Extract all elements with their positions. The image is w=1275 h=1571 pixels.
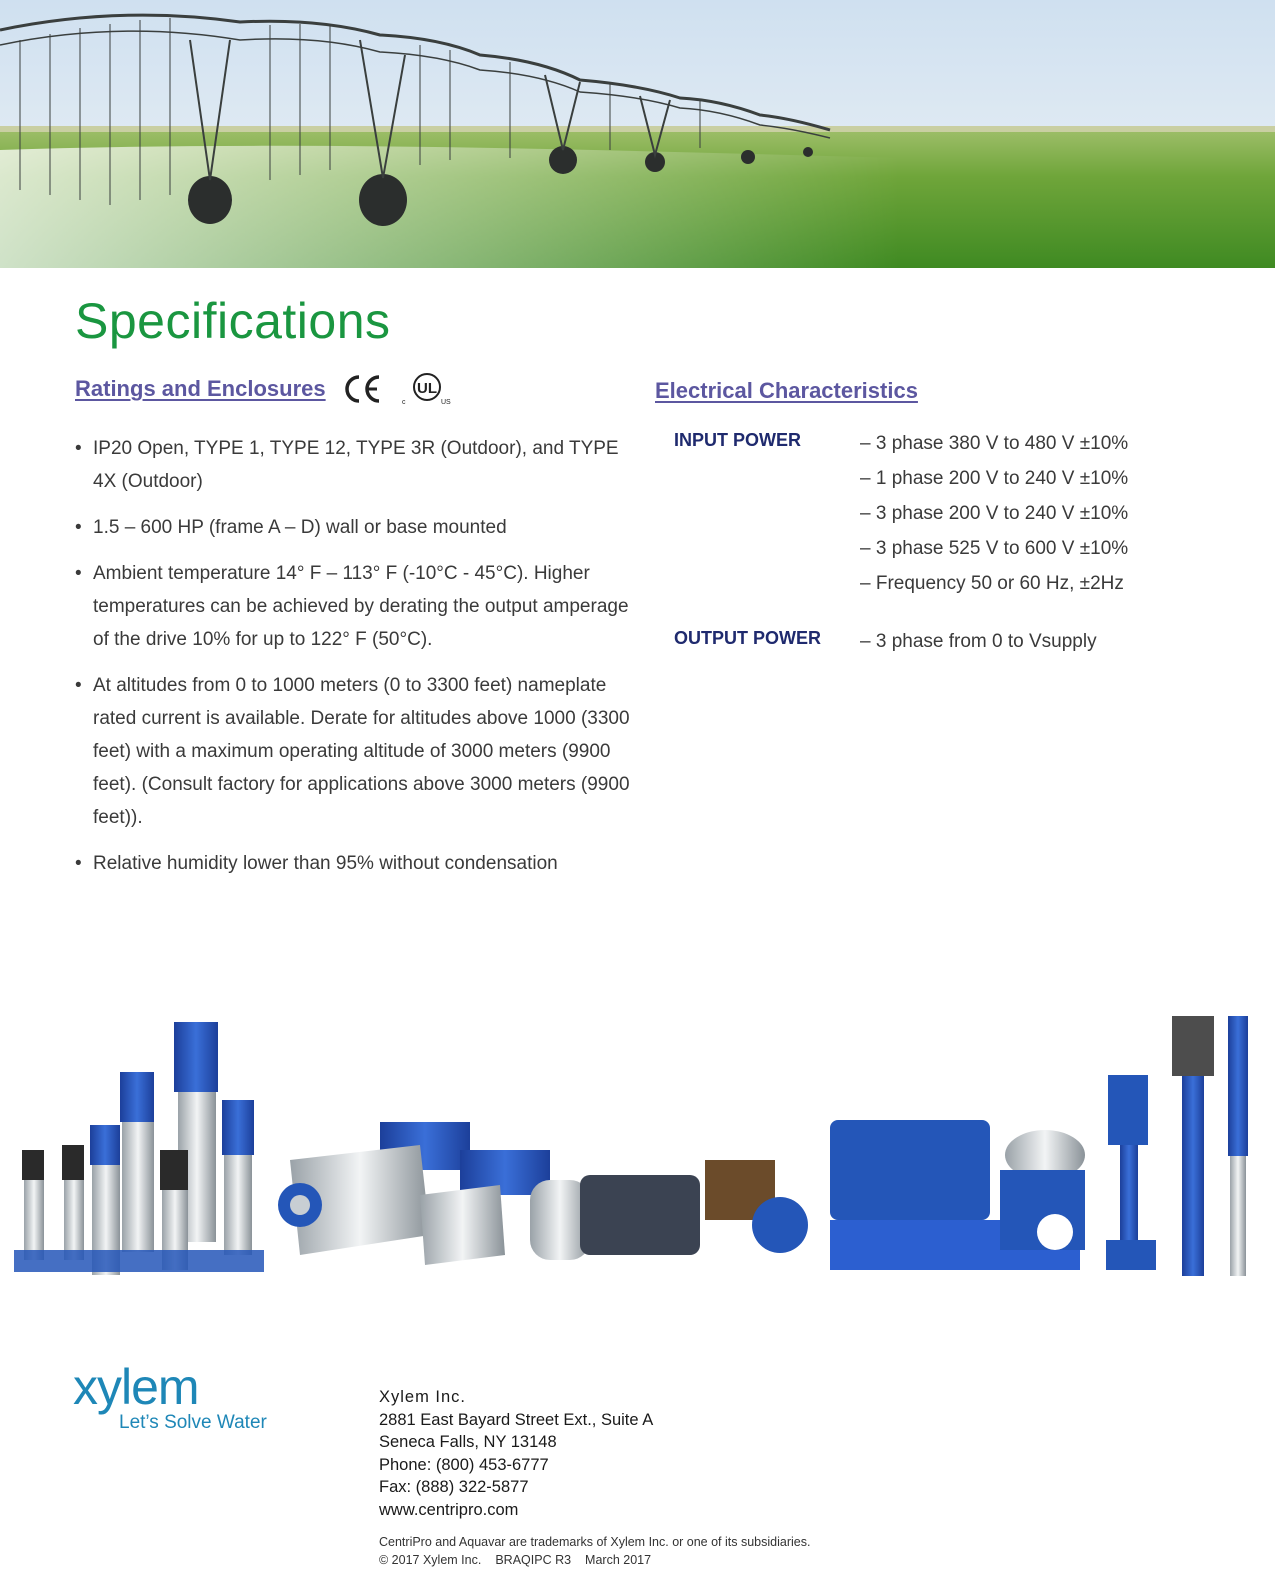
svg-text:US: US — [440, 399, 451, 406]
input-power-line: – Frequency 50 or 60 Hz, ±2Hz — [860, 573, 1124, 594]
logo-wordmark: xylem — [73, 1359, 199, 1415]
ratings-section — [75, 372, 635, 893]
page-title: Specifications — [75, 293, 391, 349]
copyright: © 2017 Xylem Inc. — [379, 1553, 482, 1567]
product-lineup-image — [0, 1010, 1275, 1290]
city-state-zip: Seneca Falls, NY 13148 — [379, 1433, 557, 1451]
turbine-pumps-icon — [1106, 1016, 1248, 1276]
vertical-pumps-icon — [14, 1022, 264, 1275]
output-power-label: OUTPUT POWER — [674, 628, 821, 648]
input-power-line: – 3 phase 380 V to 480 V ±10% — [860, 433, 1129, 454]
ul-mark-icon — [399, 372, 455, 406]
electrical-section — [655, 378, 1255, 659]
input-power-line: – 3 phase 200 V to 240 V ±10% — [860, 503, 1129, 524]
logo-tagline: Let’s Solve Water — [119, 1412, 267, 1433]
input-power-label: INPUT POWER — [674, 430, 802, 450]
electrical-heading: Electrical Characteristics — [655, 378, 918, 403]
output-power-line: – 3 phase from 0 to Vsupply — [860, 631, 1097, 652]
split-case-pumps-icon — [830, 1120, 1085, 1270]
svg-text:c: c — [401, 399, 406, 406]
svg-text:UL: UL — [416, 380, 437, 397]
fax-number: Fax: (888) 322-5877 — [379, 1478, 529, 1496]
website-link[interactable]: www.centripro.com — [379, 1500, 519, 1519]
list-item: • Ambient temperature 14° F – 113° F (-10°C - 45°C). Higher temperatures can be achieved by derating the output amperage of the drive 10% for up to 122° F (50°C). — [75, 563, 629, 650]
input-power-values — [860, 426, 1255, 601]
trademark-notice: CentriPro and Aquavar are trademarks of Xylem Inc. or one of its subsidiaries. — [379, 1535, 811, 1549]
list-item: • At altitudes from 0 to 1000 meters (0 to 3300 feet) nameplate rated current is available. Derate for altitudes above 1000 (3300 feet) with a maximum operating altitude of 3000 meters (9900 feet). (Consult factory for applications above 3000 meters (9900 feet)). — [75, 675, 630, 828]
output-power-values — [860, 624, 1255, 659]
hero-image — [0, 0, 1275, 268]
document-info — [379, 1551, 810, 1569]
list-item: • IP20 Open, TYPE 1, TYPE 12, TYPE 3R (Outdoor), and TYPE 4X (Outdoor) — [75, 438, 619, 492]
ratings-list — [75, 432, 635, 880]
phone-number: Phone: (800) 453-6777 — [379, 1455, 549, 1474]
ce-mark-icon — [342, 373, 382, 405]
document-code: BRAQIPC R3 — [495, 1553, 572, 1567]
company-name: Xylem Inc. — [379, 1388, 467, 1406]
list-item: • Relative humidity lower than 95% without condensation — [75, 853, 558, 874]
output-power-row — [655, 624, 1255, 659]
publish-date: March 2017 — [585, 1553, 652, 1567]
xylem-logo — [73, 1359, 323, 1452]
ratings-heading: Ratings and Enclosures — [75, 376, 326, 401]
company-address — [379, 1386, 653, 1521]
legal-notice — [379, 1533, 810, 1569]
input-power-line: – 3 phase 525 V to 600 V ±10% — [860, 538, 1129, 559]
street-address: 2881 East Bayard Street Ext., Suite A — [379, 1410, 654, 1429]
input-power-row — [655, 426, 1255, 601]
horizontal-pumps-icon — [278, 1122, 808, 1265]
input-power-line: – 1 phase 200 V to 240 V ±10% — [860, 468, 1129, 489]
list-item: • 1.5 – 600 HP (frame A – D) wall or base mounted — [75, 517, 507, 538]
certification-marks — [342, 372, 454, 406]
